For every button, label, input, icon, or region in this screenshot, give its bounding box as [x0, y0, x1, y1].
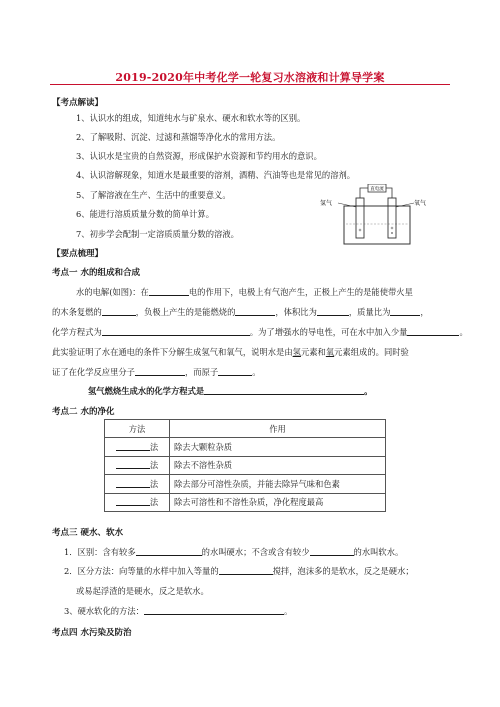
table-row: 法 除去部分可溶性杂质，并能去除异气味和色素: [105, 475, 386, 493]
answer-blank[interactable]: [116, 496, 150, 506]
answer-blank[interactable]: [204, 385, 364, 395]
section-heading-summary: 【要点梳理】: [52, 249, 104, 259]
topic-3-line-3: 或易起浮渣的是硬水，反之是软水。: [76, 586, 209, 596]
column-header-function: 作用: [170, 420, 386, 438]
table-cell: 除去可溶性和不溶性杂质，净化程度最高: [170, 493, 386, 511]
answer-blank[interactable]: [390, 306, 420, 316]
topic-3-heading: 考点三 硬水、软水: [52, 528, 123, 538]
answer-blank[interactable]: [144, 605, 284, 615]
answer-blank[interactable]: [116, 459, 150, 469]
page-title: 2019-2020年中考化学一轮复习水溶液和计算导学案: [115, 71, 385, 84]
electrolysis-apparatus-figure: [318, 184, 428, 248]
answer-blank[interactable]: [116, 478, 150, 488]
section-heading-key-points: 【考点解读】: [52, 98, 104, 108]
topic-1-line-1: 水的电解(如图)：在 电的作用下，电极上有气泡产生，正极上产生的是能使带火星: [76, 287, 413, 297]
topic-3-line-2: 2．区分方法：向等量的水样中加入等量的 搅拌，泡沫多的是软水，反之是硬水；: [64, 566, 414, 576]
list-item: 5、了解溶液在生产、生活中的重要意义。: [76, 190, 231, 200]
list-item: 6、能进行溶质质量分数的简单计算。: [76, 209, 215, 219]
list-item: 1、认识水的组成，知道纯水与矿泉水、硬水和软水等的区别。: [76, 113, 306, 123]
oxygen-label: 氧气: [414, 200, 427, 207]
topic-1-line-3: 化学方程式为 。为了增强水的导电性，可在水中加入少量 。: [52, 327, 468, 337]
title-divider: [50, 84, 450, 85]
purification-table: [104, 419, 386, 512]
answer-blank[interactable]: [219, 565, 273, 575]
topic-2-heading: 考点二 水的净化: [52, 407, 115, 417]
topic-4-heading: 考点四 水污染及防治: [52, 628, 132, 638]
table-row: 法 除去可溶性和不溶性杂质，净化程度最高: [105, 493, 386, 511]
power-label: 直电流: [370, 187, 384, 193]
answer-blank[interactable]: [102, 306, 136, 316]
table-cell: 除去大颗粒杂质: [170, 438, 386, 456]
topic-3-line-1: 1．区别：含有较多 的水叫硬水；不含或含有较少 的水叫软水。: [64, 547, 404, 557]
list-item: 3、认识水是宝贵的自然资源，形成保护水资源和节约用水的意识。: [76, 151, 322, 161]
table-row: 法 除去大颗粒杂质: [105, 438, 386, 456]
answer-blank[interactable]: [116, 441, 150, 451]
topic-1-line-2: 的木条复燃的 ，负极上产生的是能燃烧的 ，体积比为 ，质量比为 ，: [52, 307, 429, 317]
topic-1-heading: 考点一 水的组成和合成: [52, 268, 140, 278]
topic-1-line-6: 氢气燃烧生成水的化学方程式是 。: [88, 386, 373, 396]
answer-blank[interactable]: [235, 306, 275, 316]
hydrogen-label: 氢气: [320, 200, 333, 207]
answer-blank[interactable]: [317, 306, 349, 316]
answer-blank[interactable]: [310, 546, 354, 556]
list-item: 4、认识溶解现象，知道水是最重要的溶剂，酒精、汽油等也是常见的溶剂。: [76, 170, 356, 180]
answer-blank[interactable]: [149, 286, 189, 296]
table-cell: 除去不溶性杂质: [170, 456, 386, 474]
table-cell: 除去部分可溶性杂质，并能去除异气味和色素: [170, 475, 386, 493]
answer-blank[interactable]: [218, 366, 252, 376]
topic-1-line-4: 此实验证明了水在通电的条件下分解生成氢气和氧气，说明水是由氢元素和氧元素组成的。同时验: [52, 347, 409, 357]
column-header-method: 方法: [105, 420, 170, 438]
list-item: 7、初步学会配制一定溶质质量分数的溶液。: [76, 229, 239, 239]
topic-3-line-4: 3、硬水软化的方法： 。: [64, 606, 293, 616]
topic-1-line-5: 证了在化学反应里分子 ，而原子 。: [52, 367, 261, 377]
answer-blank[interactable]: [136, 546, 202, 556]
table-header-row: [105, 420, 386, 438]
answer-blank[interactable]: [135, 366, 185, 376]
answer-blank[interactable]: [407, 326, 459, 336]
list-item: 2、了解吸附、沉淀、过滤和蒸馏等净化水的常用方法。: [76, 132, 281, 142]
answer-blank[interactable]: [102, 326, 250, 336]
table-row: 法 除去不溶性杂质: [105, 456, 386, 474]
